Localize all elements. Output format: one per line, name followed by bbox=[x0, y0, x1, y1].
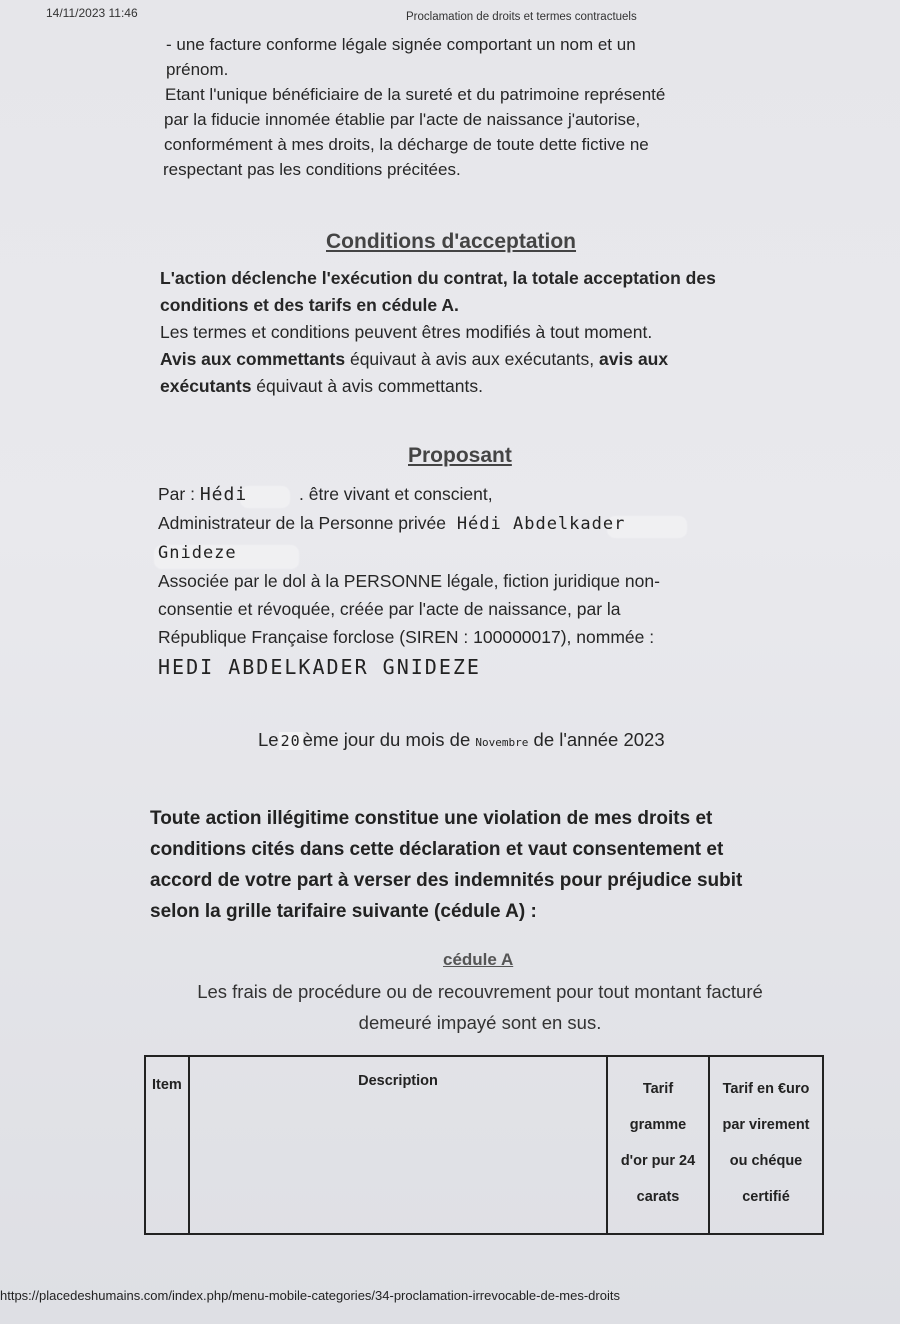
conditions-title: Conditions d'acceptation bbox=[326, 230, 577, 253]
cedule-title: cédule A bbox=[443, 950, 514, 969]
col-description-header: Description bbox=[189, 1056, 607, 1234]
print-date: 14/11/2023 11:46 bbox=[46, 6, 138, 20]
date-prefix: Le bbox=[258, 729, 279, 750]
assoc-line: consentie et révoquée, créée par l'acte de naissance, par la bbox=[158, 599, 621, 619]
par-label: Par : bbox=[158, 484, 195, 504]
assoc-line: Associée par le dol à la PERSONNE légale, fiction juridique non- bbox=[158, 571, 660, 591]
violation-line: accord de votre part à verser des indemnités pour préjudice subit bbox=[150, 870, 743, 891]
date-month-handwritten: Novembre bbox=[475, 736, 529, 749]
signature-first-name: Hédi bbox=[200, 484, 259, 505]
date-middle: ème jour du mois de bbox=[302, 729, 471, 750]
signature-last-name: Gnideze bbox=[158, 543, 237, 563]
intro-line: conformément à mes droits, la décharge de toute dette fictive ne bbox=[164, 135, 649, 154]
cedule-note-line: Les frais de procédure ou de recouvrement pour tout montant facturé bbox=[197, 981, 763, 1002]
assoc-line: République Française forclose (SIREN : 100000017), nommée : bbox=[158, 627, 655, 647]
admin-label: Administrateur de la Personne privée bbox=[158, 513, 446, 533]
violation-line: Toute action illégitime constitue une violation de mes droits et bbox=[150, 808, 713, 829]
par-suffix: . être vivant et conscient, bbox=[299, 484, 493, 504]
intro-line: - une facture conforme légale signée comportant un nom et un bbox=[166, 35, 636, 54]
col-item-header: Item bbox=[145, 1056, 189, 1234]
proposant-title: Proposant bbox=[408, 444, 512, 467]
cedule-note bbox=[150, 976, 810, 1038]
conditions-text: équivaut à avis commettants. bbox=[251, 376, 483, 396]
intro-line: prénom. bbox=[166, 60, 229, 79]
col-tarif-euro-header: Tarif en €uro par virement ou chéque certifié bbox=[709, 1056, 823, 1234]
intro-line: respectant pas les conditions précitées. bbox=[163, 160, 461, 179]
executants: exécutants bbox=[160, 376, 252, 396]
col-tarif-or-header: Tarif gramme d'or pur 24 carats bbox=[607, 1056, 709, 1234]
conditions-line bbox=[160, 373, 716, 400]
par-line bbox=[158, 480, 660, 509]
violation-line: conditions cités dans cette déclaration et vaut consentement et bbox=[150, 839, 724, 860]
proposant-block bbox=[158, 480, 660, 681]
conditions-line: Les termes et conditions peuvent êtres modifiés à tout moment. bbox=[160, 322, 653, 342]
cedule-note-line: demeuré impayé sont en sus. bbox=[358, 1012, 602, 1033]
admin-line bbox=[158, 509, 660, 538]
admin-line-2 bbox=[158, 538, 660, 567]
footer-url[interactable]: https://placedeshumains.com/index.php/menu-mobile-categories/34-proclamation-irrevocable-de-mes-droits bbox=[0, 1288, 620, 1303]
page-header-title: Proclamation de droits et termes contractuels bbox=[406, 11, 637, 23]
violation-paragraph bbox=[150, 803, 742, 927]
date-line bbox=[258, 727, 665, 755]
violation-line: selon la grille tarifaire suivante (cédule A) : bbox=[150, 901, 537, 922]
avis-aux: avis aux bbox=[599, 349, 669, 369]
legal-name-handwritten: HEDI ABDELKADER GNIDEZE bbox=[158, 655, 481, 679]
table-header-row bbox=[145, 1056, 823, 1234]
conditions-bold-line: conditions et des tarifs en cédule A. bbox=[160, 295, 459, 315]
intro-line: Etant l'unique bénéficiaire de la sureté et du patrimoine représenté bbox=[165, 85, 666, 104]
cedule-table bbox=[144, 1055, 824, 1235]
intro-line: par la fiducie innomée établie par l'acte de naissance j'autorise, bbox=[164, 110, 641, 129]
signature-full-name: Hédi Abdelkader bbox=[457, 514, 626, 534]
date-suffix: de l'année 2023 bbox=[533, 729, 665, 750]
conditions-paragraph bbox=[160, 265, 716, 400]
conditions-bold-line: L'action déclenche l'exécution du contrat, la totale acceptation des bbox=[160, 268, 716, 288]
correction-smudge bbox=[240, 486, 290, 508]
conditions-text: équivaut à avis aux exécutants, bbox=[345, 349, 600, 369]
conditions-line bbox=[160, 346, 716, 373]
date-day-handwritten: 20 bbox=[280, 732, 301, 750]
avis-commettants: Avis aux commettants bbox=[160, 349, 346, 369]
intro-paragraph bbox=[163, 32, 666, 182]
